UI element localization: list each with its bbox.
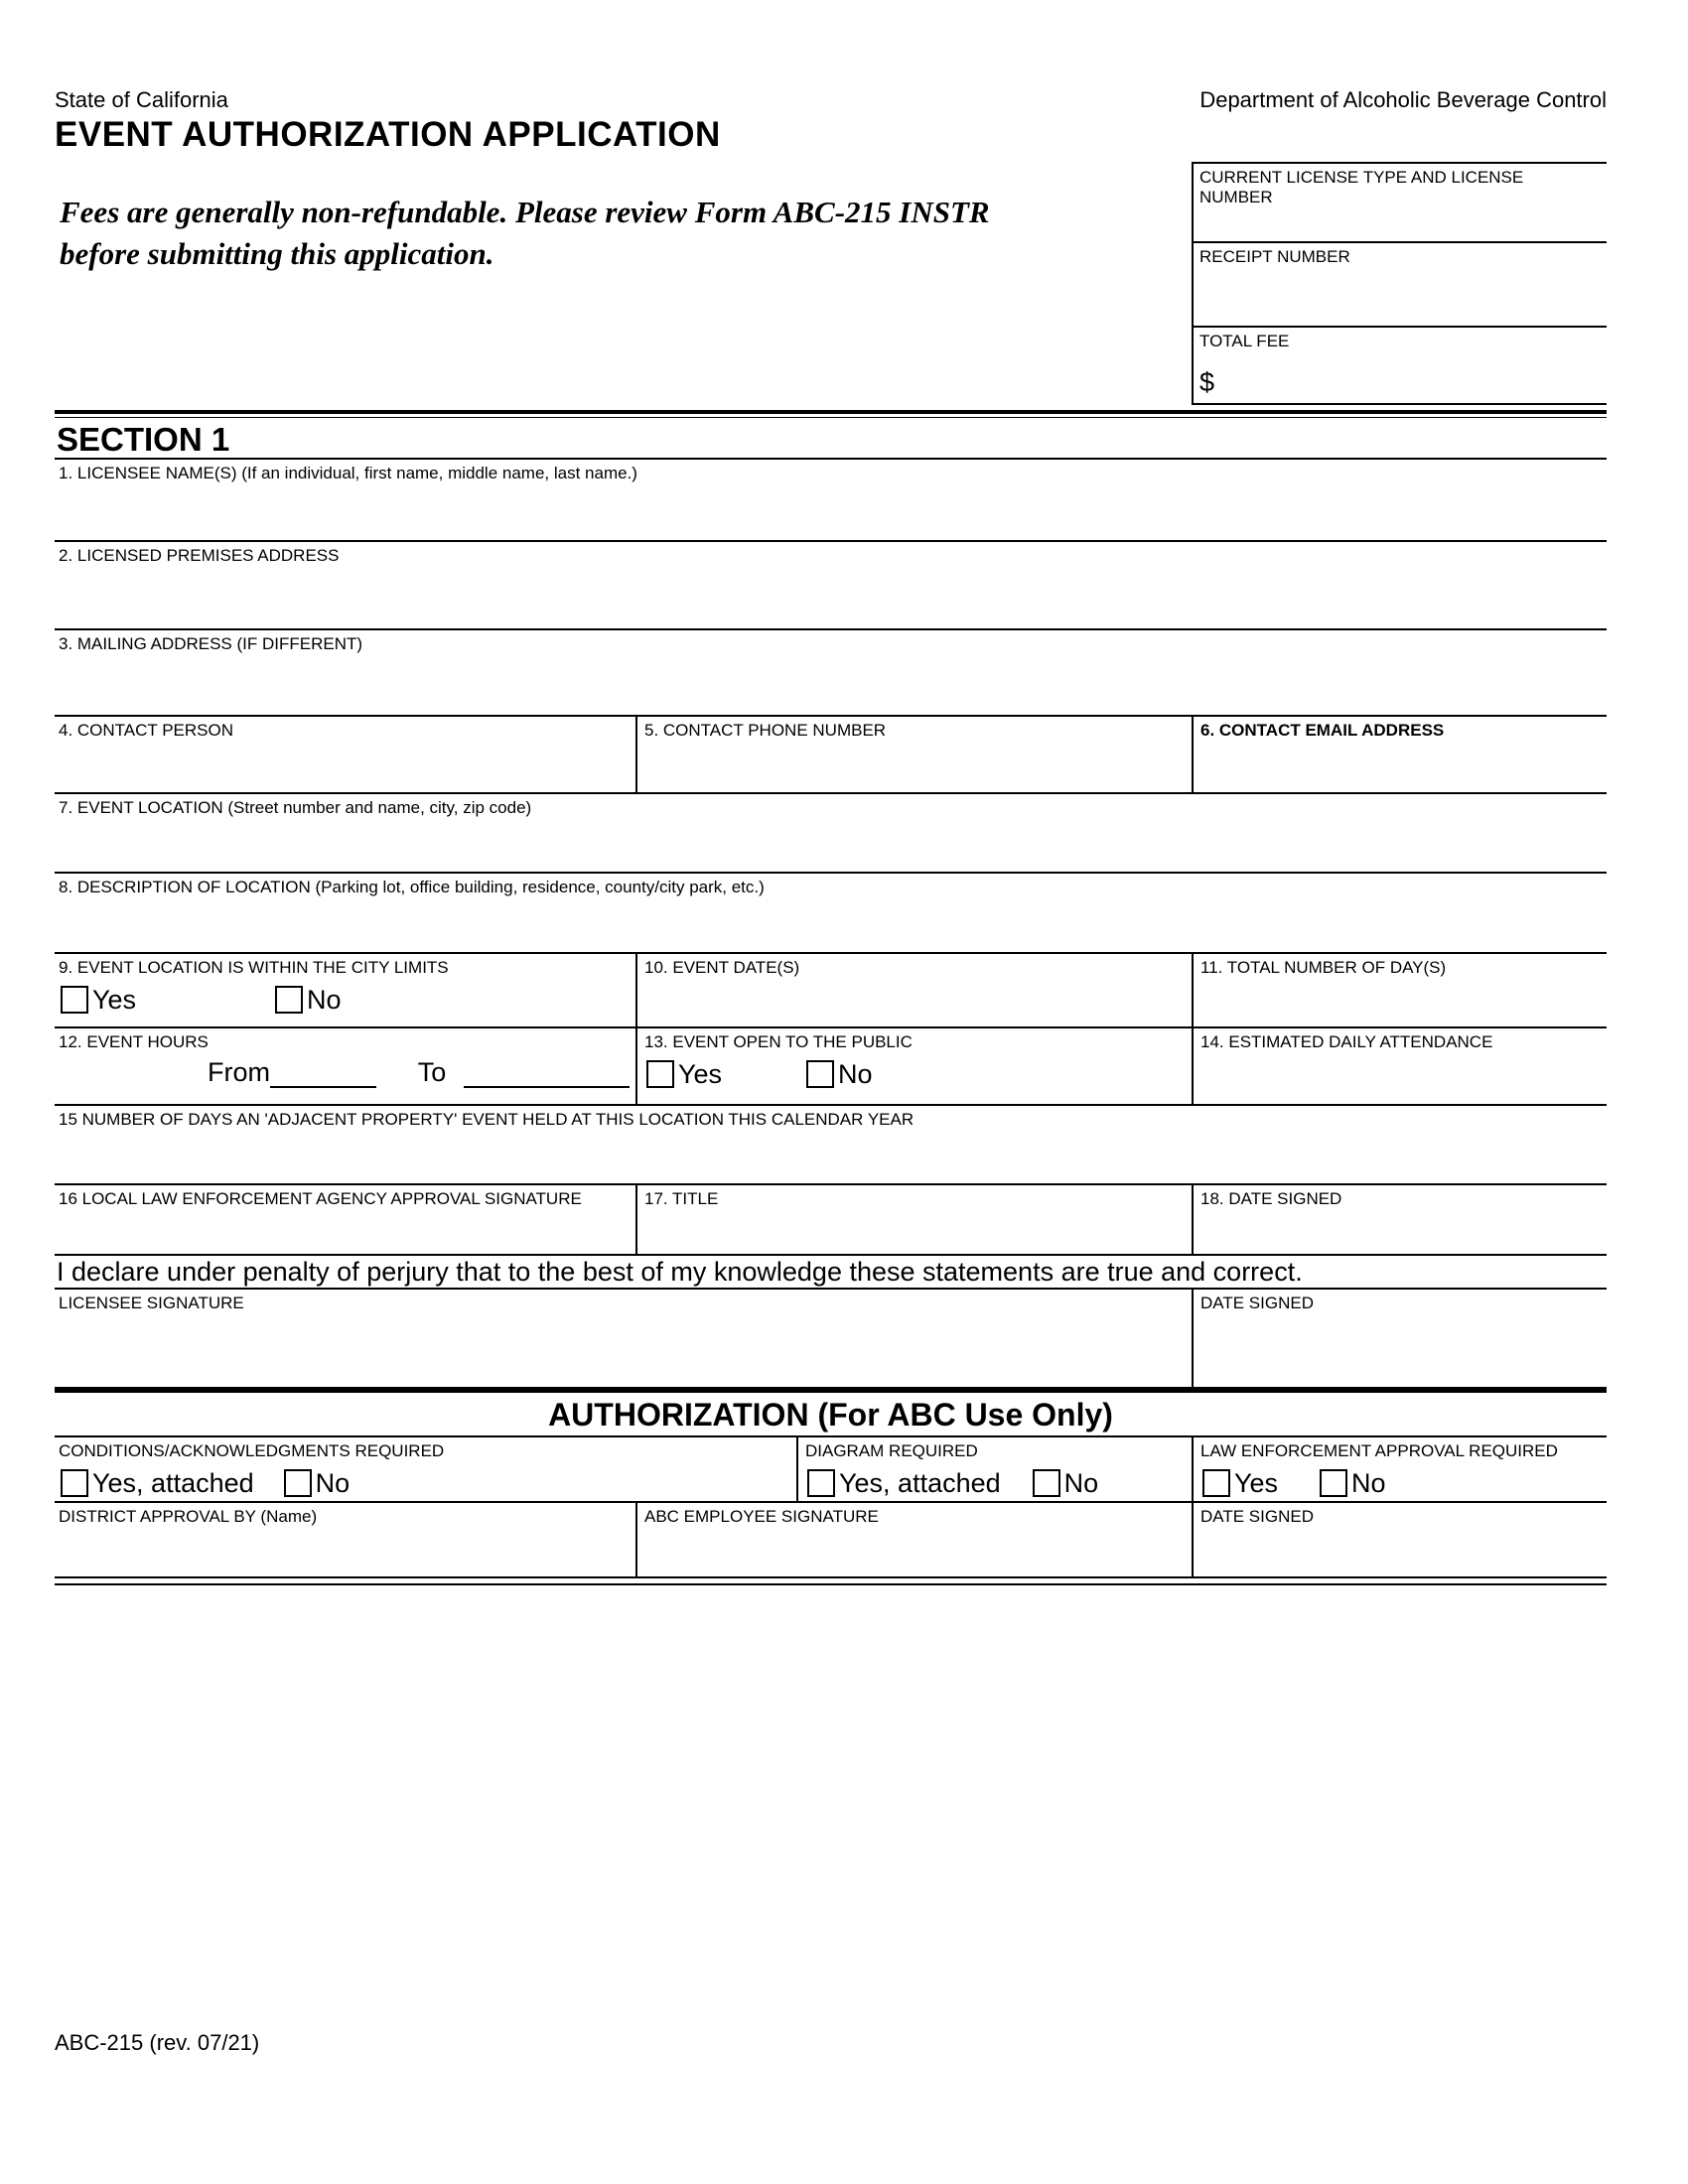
- open-public-yes-label: Yes: [678, 1058, 723, 1089]
- diagram-no-label: No: [1063, 1467, 1099, 1498]
- event-hours-line: [208, 1057, 630, 1088]
- event-location-row: [55, 794, 1607, 874]
- abc-employee-signature-input[interactable]: [637, 1527, 1192, 1576]
- receipt-number-label: RECEIPT NUMBER: [1199, 247, 1350, 266]
- law-enforcement-signature-label: 16 LOCAL LAW ENFORCEMENT AGENCY APPROVAL SIGNATURE: [59, 1189, 582, 1208]
- abc-date-signed-input[interactable]: [1194, 1527, 1607, 1576]
- diagram-no-checkbox[interactable]: [1033, 1469, 1060, 1497]
- department-label: Department of Alcoholic Beverage Control: [1199, 87, 1607, 112]
- page-title: EVENT AUTHORIZATION APPLICATION: [55, 115, 721, 154]
- hours-to-label: To: [417, 1056, 447, 1087]
- license-fee-box: [1192, 162, 1607, 405]
- mailing-address-row: [55, 630, 1607, 717]
- contact-person-input[interactable]: [55, 741, 635, 792]
- daily-attendance-label: 14. ESTIMATED DAILY ATTENDANCE: [1200, 1032, 1493, 1051]
- receipt-number-input[interactable]: [1194, 186, 1607, 403]
- licensee-name-input[interactable]: [55, 483, 1607, 540]
- current-license-label: CURRENT LICENSE TYPE AND LICENSE NUMBER: [1199, 168, 1524, 206]
- diagram-yes-checkbox[interactable]: [807, 1469, 835, 1497]
- city-limits-yes-label: Yes: [92, 984, 137, 1015]
- licensee-name-row: [55, 460, 1607, 542]
- event-dates-input[interactable]: [637, 978, 1192, 1026]
- law-enforcement-signature-input[interactable]: [55, 1209, 635, 1254]
- contact-phone-label: 5. CONTACT PHONE NUMBER: [644, 721, 887, 740]
- conditions-no-checkbox[interactable]: [284, 1469, 312, 1497]
- contact-person-label: 4. CONTACT PERSON: [59, 721, 234, 740]
- contact-row: [55, 717, 1607, 794]
- title-input[interactable]: [637, 1209, 1192, 1254]
- currency-symbol: $: [1199, 366, 1215, 397]
- district-approval-input[interactable]: [55, 1527, 635, 1576]
- law-approval-yes-checkbox[interactable]: [1202, 1469, 1230, 1497]
- licensee-signature-label: LICENSEE SIGNATURE: [59, 1294, 244, 1312]
- open-to-public-label: 13. EVENT OPEN TO THE PUBLIC: [644, 1032, 913, 1051]
- city-limits-row: [55, 954, 1607, 1028]
- fee-notice-text: Fees are generally non-refundable. Please review Form ABC-215 INSTR before submitting this application.: [60, 195, 990, 271]
- adjacent-property-row: [55, 1106, 1607, 1185]
- contact-phone-input[interactable]: [637, 741, 1192, 792]
- licensee-date-signed-label: DATE SIGNED: [1200, 1294, 1314, 1312]
- district-approval-label: DISTRICT APPROVAL BY (Name): [59, 1507, 318, 1526]
- location-description-label: 8. DESCRIPTION OF LOCATION (Parking lot, office building, residence, county/city park, etc.): [59, 878, 765, 896]
- city-limits-no-checkbox[interactable]: [275, 986, 303, 1014]
- section-1-body: [55, 410, 1607, 1585]
- daily-attendance-input[interactable]: [1194, 1052, 1607, 1104]
- event-dates-label: 10. EVENT DATE(S): [644, 958, 800, 977]
- hours-to-input[interactable]: [464, 1058, 630, 1088]
- form-number: ABC-215 (rev. 07/21): [55, 2030, 260, 2055]
- premises-address-label: 2. LICENSED PREMISES ADDRESS: [59, 546, 340, 565]
- district-approval-row: [55, 1503, 1607, 1576]
- conditions-yes-label: Yes, attached: [92, 1467, 254, 1498]
- total-days-label: 11. TOTAL NUMBER OF DAY(S): [1200, 958, 1447, 977]
- state-label: State of California: [55, 87, 228, 112]
- law-approval-no-label: No: [1351, 1467, 1386, 1498]
- law-enforcement-signature-row: [55, 1185, 1607, 1256]
- authorization-heading: AUTHORIZATION (For ABC Use Only): [55, 1393, 1607, 1437]
- mailing-address-label: 3. MAILING ADDRESS (IF DIFFERENT): [59, 634, 363, 653]
- location-description-row: [55, 874, 1607, 954]
- hours-from-label: From: [208, 1056, 270, 1087]
- location-description-input[interactable]: [55, 897, 1607, 952]
- adjacent-property-input[interactable]: [55, 1130, 1607, 1183]
- open-public-no-checkbox[interactable]: [806, 1060, 834, 1088]
- abc-date-signed-label: DATE SIGNED: [1200, 1507, 1314, 1526]
- event-hours-label: 12. EVENT HOURS: [59, 1032, 209, 1051]
- bottom-divider: [55, 1576, 1607, 1585]
- law-approval-no-checkbox[interactable]: [1320, 1469, 1347, 1497]
- perjury-declaration: I declare under penalty of perjury that to the best of my knowledge these statements are true and correct.: [55, 1256, 1607, 1290]
- premises-address-input[interactable]: [55, 566, 1607, 628]
- authorization-checkbox-row: [55, 1437, 1607, 1503]
- mailing-address-input[interactable]: [55, 654, 1607, 715]
- premises-address-row: [55, 542, 1607, 630]
- date-signed-label: 18. DATE SIGNED: [1200, 1189, 1342, 1208]
- title-label: 17. TITLE: [644, 1189, 719, 1208]
- adjacent-property-label: 15 NUMBER OF DAYS AN 'ADJACENT PROPERTY' EVENT HELD AT THIS LOCATION THIS CALENDAR YEAR: [59, 1110, 914, 1129]
- law-approval-required-label: LAW ENFORCEMENT APPROVAL REQUIRED: [1200, 1441, 1558, 1460]
- total-days-input[interactable]: [1194, 978, 1607, 1026]
- licensee-date-signed-input[interactable]: [1194, 1313, 1607, 1387]
- diagram-yes-label: Yes, attached: [839, 1467, 1001, 1498]
- licensee-name-label: 1. LICENSEE NAME(S) (If an individual, first name, middle name, last name.): [59, 464, 637, 482]
- contact-email-input[interactable]: [1194, 741, 1607, 792]
- date-signed-input[interactable]: [1194, 1209, 1607, 1254]
- contact-email-label: 6. CONTACT EMAIL ADDRESS: [1200, 721, 1445, 740]
- city-limits-no-label: No: [307, 984, 342, 1015]
- diagram-required-label: DIAGRAM REQUIRED: [805, 1441, 978, 1460]
- event-location-label: 7. EVENT LOCATION (Street number and name, city, zip code): [59, 798, 532, 817]
- event-location-input[interactable]: [55, 818, 1607, 872]
- total-fee-label: TOTAL FEE: [1199, 332, 1290, 350]
- conditions-yes-checkbox[interactable]: [61, 1469, 88, 1497]
- licensee-signature-row: [55, 1290, 1607, 1387]
- section-1-heading: SECTION 1: [55, 418, 1607, 460]
- abc-employee-signature-label: ABC EMPLOYEE SIGNATURE: [644, 1507, 879, 1526]
- receipt-number-cell: [1194, 241, 1607, 326]
- conditions-no-label: No: [315, 1467, 351, 1498]
- open-public-no-label: No: [838, 1058, 873, 1089]
- law-approval-yes-label: Yes: [1234, 1467, 1279, 1498]
- open-public-yes-checkbox[interactable]: [646, 1060, 674, 1088]
- conditions-required-label: CONDITIONS/ACKNOWLEDGMENTS REQUIRED: [59, 1441, 445, 1460]
- city-limits-yes-checkbox[interactable]: [61, 986, 88, 1014]
- city-limits-label: 9. EVENT LOCATION IS WITHIN THE CITY LIMITS: [59, 958, 449, 977]
- event-hours-row: [55, 1028, 1607, 1106]
- licensee-signature-input[interactable]: [55, 1313, 1192, 1387]
- section-divider: [55, 410, 1607, 418]
- hours-from-input[interactable]: [270, 1058, 376, 1088]
